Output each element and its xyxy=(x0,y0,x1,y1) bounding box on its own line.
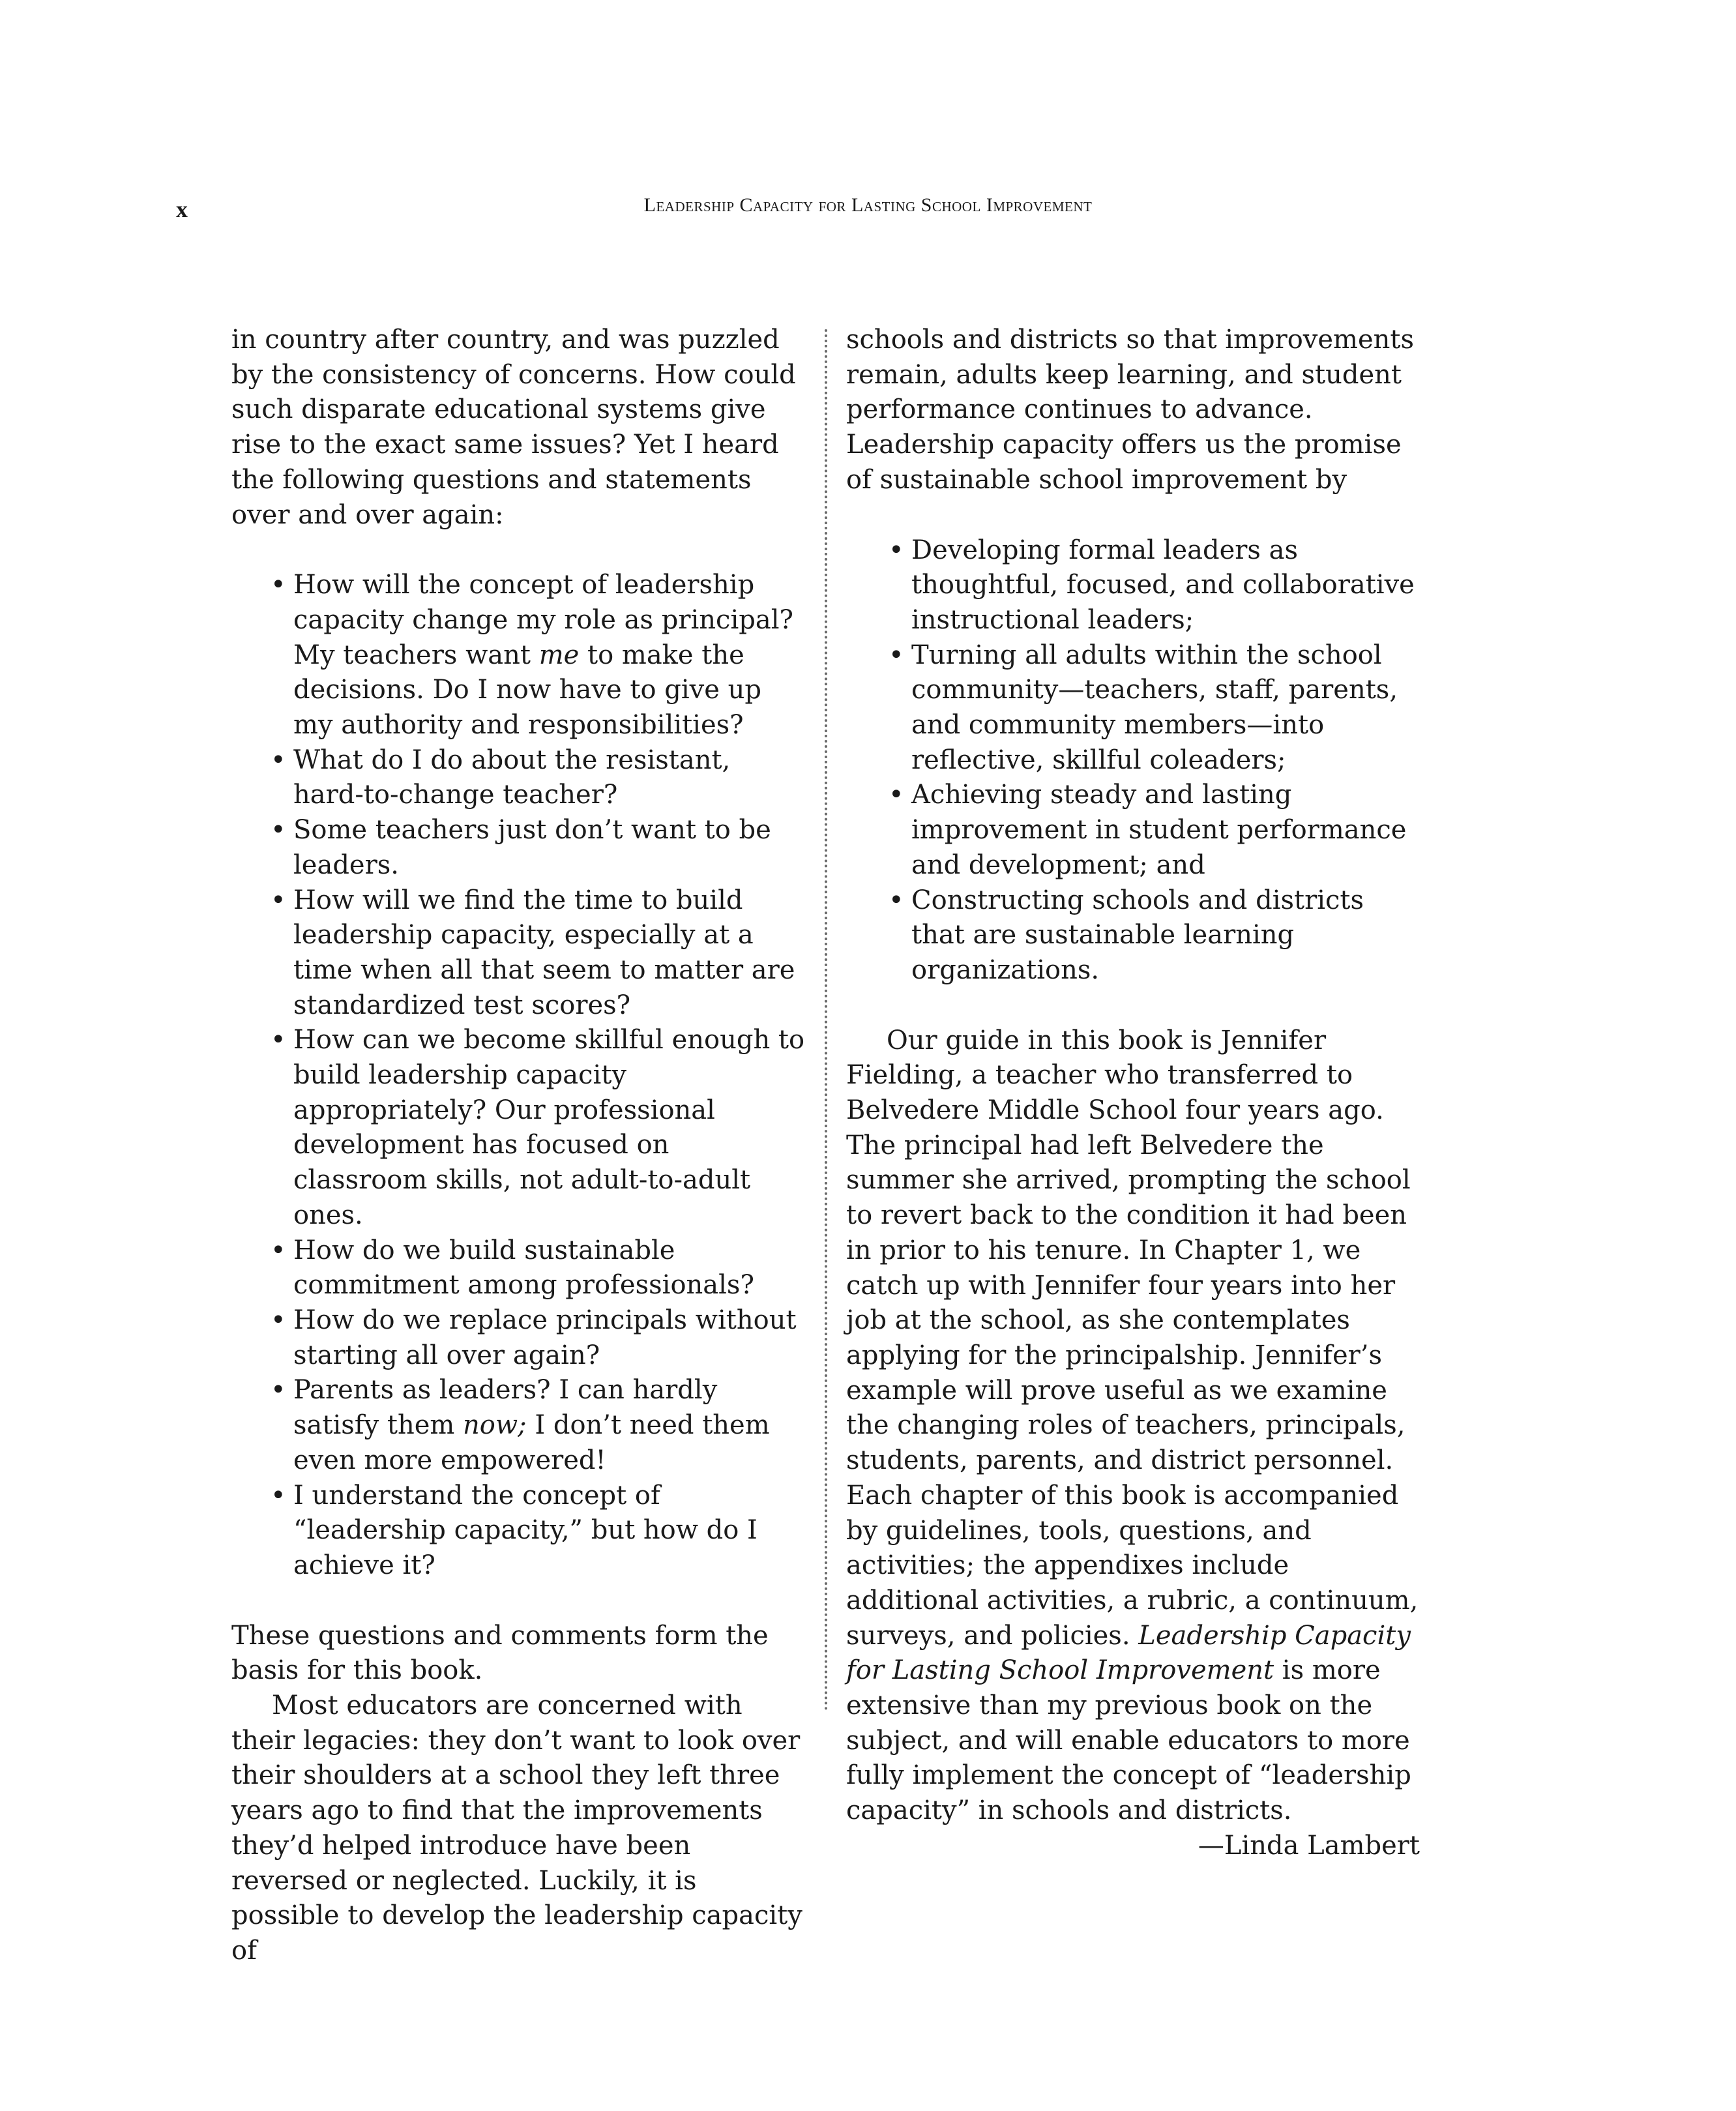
page-number: x xyxy=(176,196,188,222)
left-intro-paragraph: in country after country, and was puzzled by the consistency of concerns. How could such disparate educational systems give rise to the exact same issues? Yet I heard the following questions and statements over and over again: xyxy=(231,325,796,530)
bullet-dot: • xyxy=(271,885,286,915)
question-bullet xyxy=(271,883,805,1024)
column-divider xyxy=(825,329,827,1711)
bullet-text: I understand the concept of “leadership capacity,” but how do I achieve it? xyxy=(293,1480,758,1580)
bullet-text: How do we build sustainable commitment among professionals? xyxy=(293,1235,754,1301)
bullet-text: How can we become skillful enough to build leadership capacity appropriately? Our professional development has focused on classroom skills, not adult-to-adult ones. xyxy=(293,1025,805,1230)
bullet-dot: • xyxy=(889,885,904,915)
legacies-paragraph: Most educators are concerned with their legacies: they don’t want to look over their shoulders at a school they left three years ago to find that the improvements they’d helped introduce have been reversed or neglected. Luckily, it is possible to develop the leadership capacity of xyxy=(231,1690,802,1966)
bullet-dot: • xyxy=(271,815,286,846)
running-head-small: mprovement xyxy=(993,194,1093,216)
guide-text-end: is more extensive than my previous book on the subject, and will enable educators to more fully implement the concept of “leadership capacity” in schools and districts. xyxy=(846,1655,1411,1826)
bullet-text: Developing formal leaders as thoughtful, focused, and collaborative instructional leaders; xyxy=(911,535,1415,635)
bullet-dot: • xyxy=(271,1305,286,1335)
running-head-cap: L xyxy=(643,194,656,216)
question-bullet xyxy=(271,568,805,743)
running-head-cap: S xyxy=(920,194,932,216)
bullet-dot: • xyxy=(271,1025,286,1056)
question-bullet xyxy=(271,1303,805,1373)
bullet-dot: • xyxy=(271,1375,286,1406)
running-head-small: chool xyxy=(932,194,986,216)
improvement-bullet xyxy=(889,638,1420,778)
left-column xyxy=(231,323,805,1969)
improvement-bullet xyxy=(889,533,1420,638)
bullet-text: Parents as leaders? I can hardly satisfy them xyxy=(293,1375,718,1441)
running-head-cap: L xyxy=(851,194,864,216)
bullet-emphasis: me xyxy=(538,640,580,670)
question-bullet xyxy=(271,1373,805,1478)
bullet-text-end: I don’t need them even more empowered! xyxy=(293,1410,770,1475)
running-head-small: asting xyxy=(863,194,921,216)
question-bullet xyxy=(271,1023,805,1233)
bullet-text: How do we replace principals without starting all over again? xyxy=(293,1305,797,1370)
right-intro-paragraph: schools and districts so that improvements remain, adults keep learning, and student performance continues to advance. Leadership capacity offers us the promise of sustainable school improvement by xyxy=(846,325,1415,495)
book-title: Leadership Capacity for Lasting School Improvement xyxy=(846,1620,1411,1686)
author-signature: —Linda Lambert xyxy=(1198,1830,1420,1861)
bullet-dot: • xyxy=(271,1480,286,1511)
bullet-text: How will we find the time to build leadership capacity, especially at a time when all that seem to matter are standardized test scores? xyxy=(293,885,795,1020)
bullet-text-end: to make the decisions. Do I now have to give up my authority and responsibilities? xyxy=(293,640,761,741)
improvement-bullet xyxy=(889,778,1420,883)
question-bullet xyxy=(271,743,805,813)
running-head-small: apacity for xyxy=(753,194,851,216)
bullet-text: Turning all adults within the school community—teachers, staff, parents, and community members—into reflective, skillful coleaders; xyxy=(911,640,1398,775)
running-head-small: eadership xyxy=(656,194,740,216)
running-head-cap: C xyxy=(739,194,754,216)
basis-paragraph: These questions and comments form the basis for this book. xyxy=(231,1620,769,1686)
left-question-list xyxy=(271,568,805,1583)
question-bullet xyxy=(271,1233,805,1303)
question-bullet xyxy=(271,813,805,883)
bullet-dot: • xyxy=(889,780,904,810)
running-head-cap: I xyxy=(986,194,993,216)
bullet-text: What do I do about the resistant, hard-to-change teacher? xyxy=(293,745,731,810)
right-column xyxy=(846,323,1420,1864)
running-head xyxy=(0,194,1736,216)
bullet-dot: • xyxy=(271,1235,286,1265)
bullet-text: Constructing schools and districts that are sustainable learning organizations. xyxy=(911,885,1364,985)
improvement-bullet xyxy=(889,883,1420,988)
bullet-emphasis: now; xyxy=(463,1410,527,1441)
bullet-text: How will the concept of leadership capacity change my role as principal? My teachers want xyxy=(293,570,793,670)
question-bullet xyxy=(271,1479,805,1584)
bullet-dot: • xyxy=(271,745,286,775)
bullet-dot: • xyxy=(889,640,904,670)
guide-text: Our guide in this book is Jennifer Fielding, a teacher who transferred to Belvedere Middle School four years ago. The principal had left Belvedere the summer she arrived, prompting the school to revert back to the condition it had been in prior to his tenure. In Chapter 1, we catch up with Jennifer four years into her job at the school, as she contemplates applying for the principalship. Jennifer’s example will prove useful as we examine the changing roles of teachers, principals, students, parents, and district personnel. Each chapter of this book is accompanied by guidelines, tools, questions, and activities; the appendixes include additional activities, a rubric, a continuum, surveys, and policies. xyxy=(846,1025,1419,1651)
bullet-text: Achieving steady and lasting improvement in student performance and development; and xyxy=(911,780,1407,880)
bullet-text: Some teachers just don’t want to be leaders. xyxy=(293,815,771,880)
bullet-dot: • xyxy=(889,535,904,565)
bullet-dot: • xyxy=(271,570,286,600)
improvement-list xyxy=(889,533,1420,988)
guide-paragraph xyxy=(846,1024,1420,1829)
